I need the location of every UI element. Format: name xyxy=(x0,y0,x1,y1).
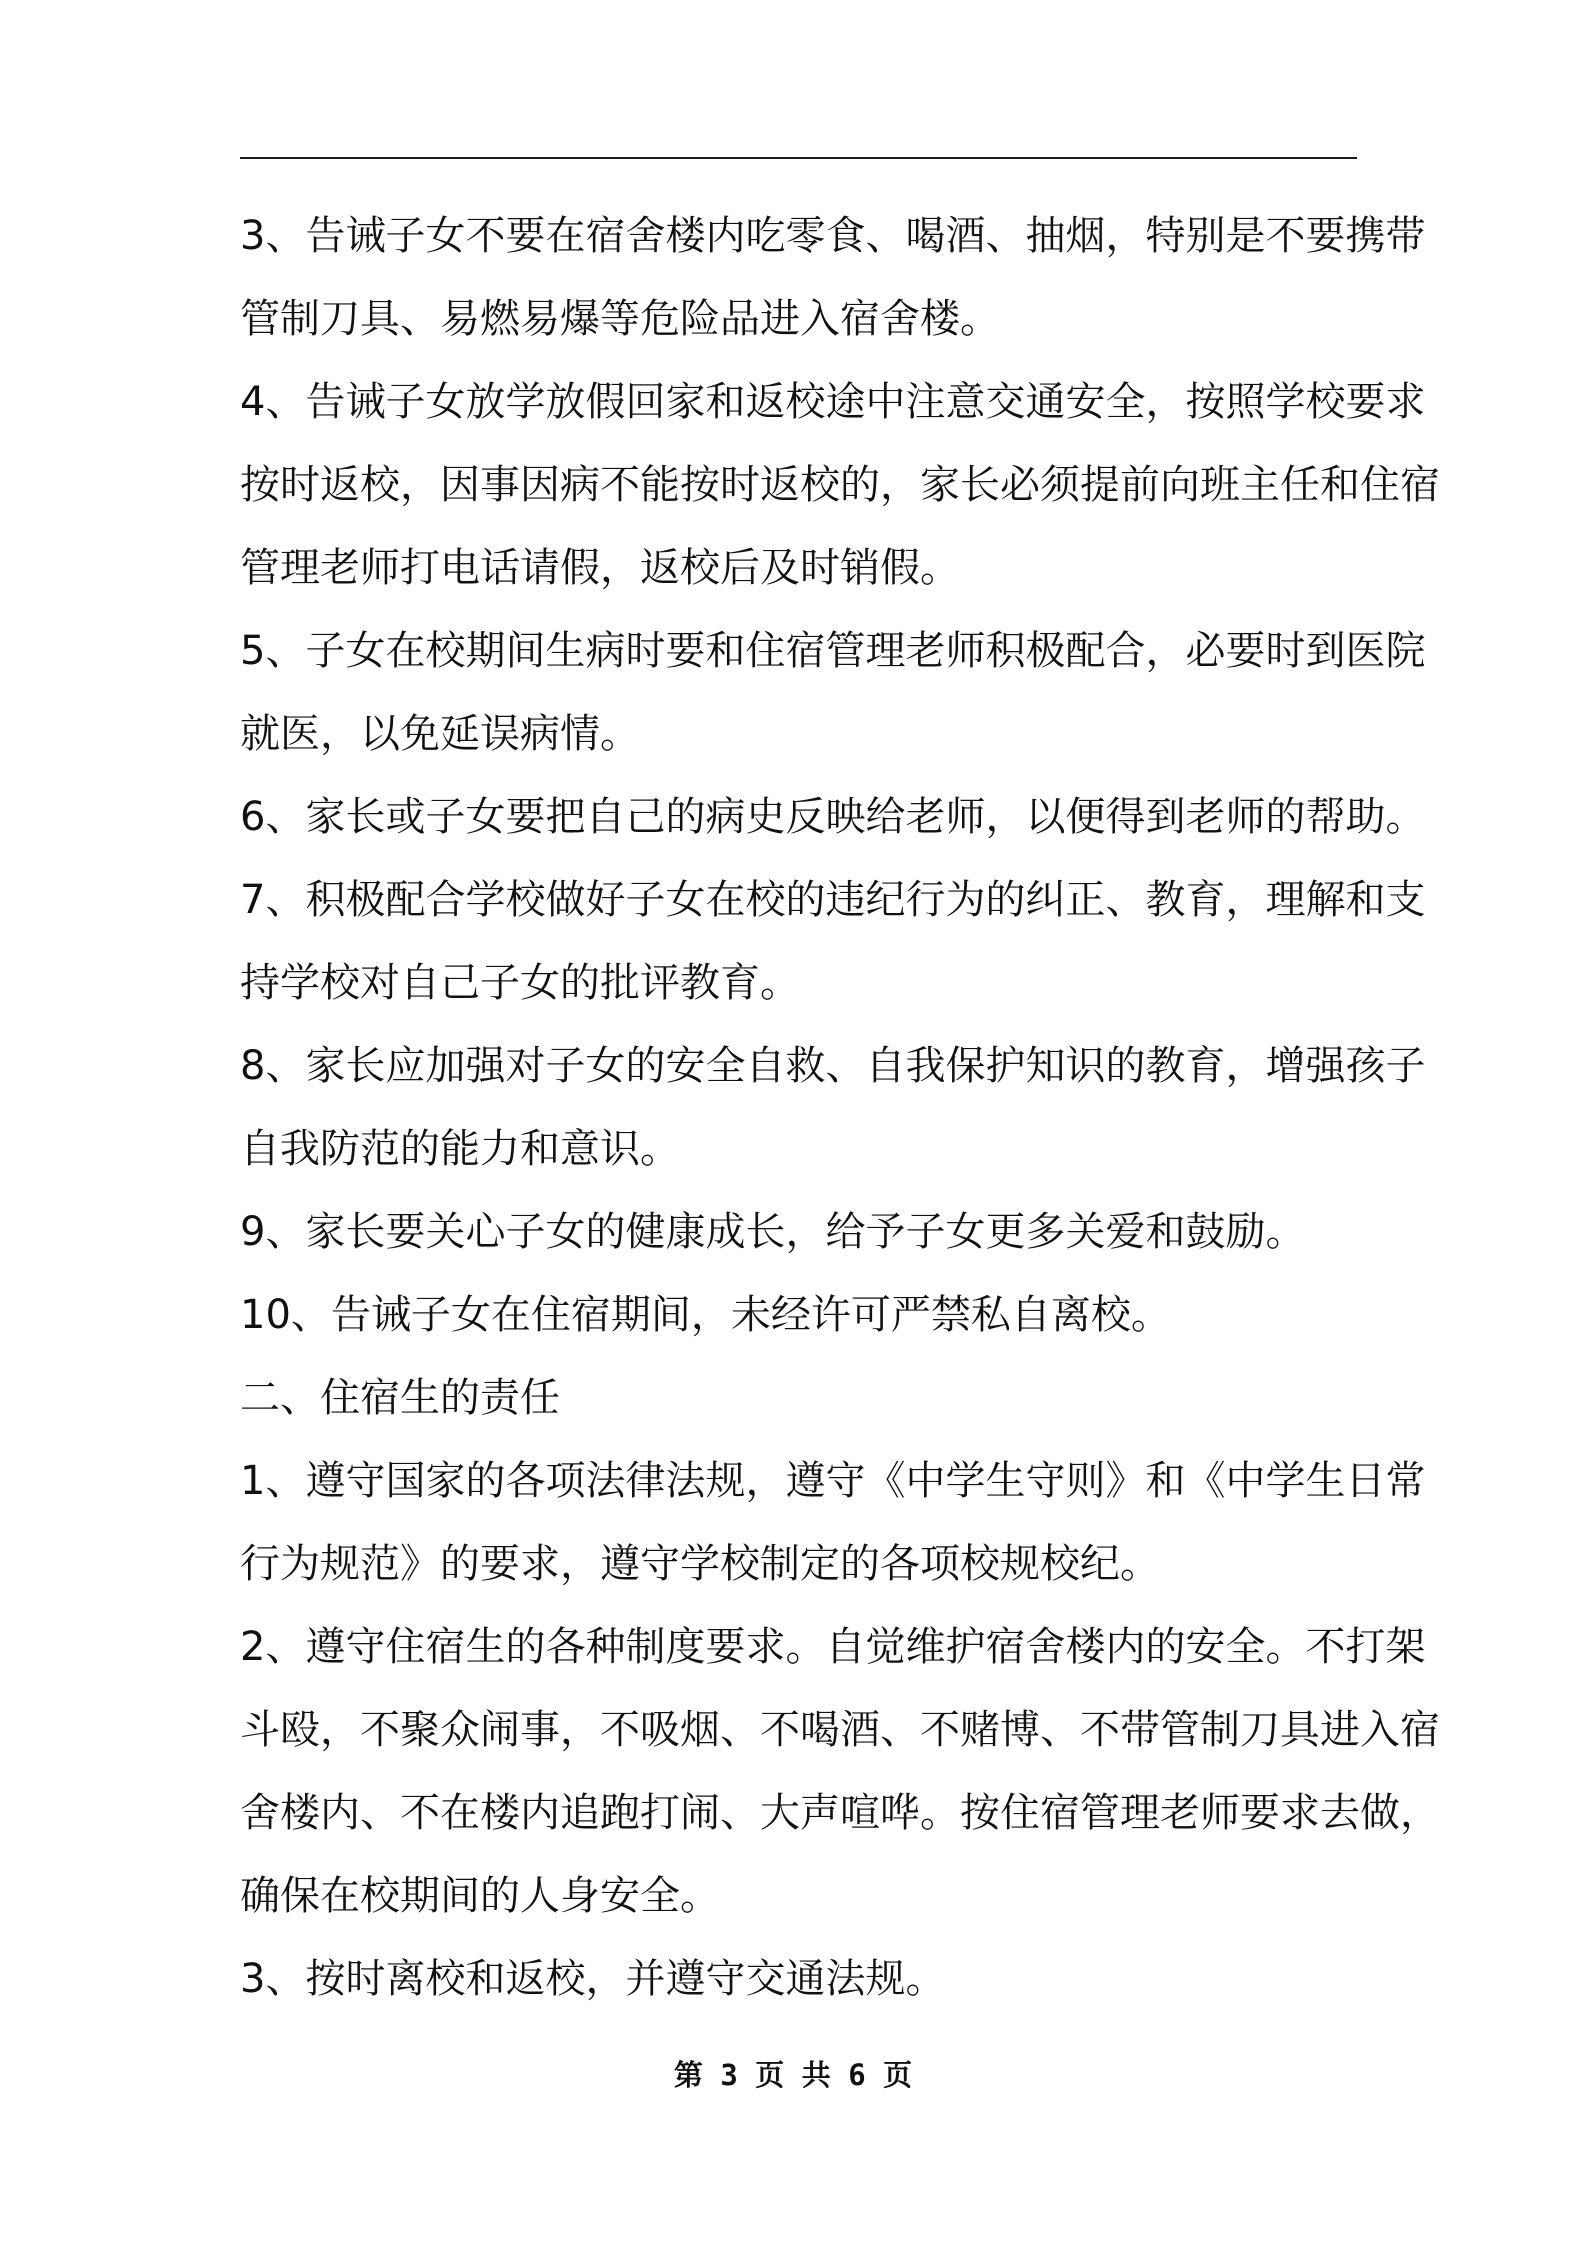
text-line: 7、积极配合学校做好子女在校的违纪行为的纠正、教育，理解和支 xyxy=(240,877,1426,923)
text-line: 2、遵守住宿生的各种制度要求。自觉维护宿舍楼内的安全。不打架 xyxy=(240,1624,1426,1670)
text-line: 4、告诫子女放学放假回家和返校途中注意交通安全，按照学校要求 xyxy=(240,379,1426,425)
text-line: 按时返校，因事因病不能按时返校的，家长必须提前向班主任和住宿 xyxy=(240,462,1440,508)
text-line: 6、家长或子女要把自己的病史反映给老师，以便得到老师的帮助。 xyxy=(240,794,1426,840)
text-line: 管制刀具、易燃易爆等危险品进入宿舍楼。 xyxy=(240,296,1000,342)
text-line: 3、按时离校和返校，并遵守交通法规。 xyxy=(240,1956,946,2002)
page-number: 第 3 页 共 6 页 xyxy=(673,2058,913,2092)
text-line: 管理老师打电话请假，返校后及时销假。 xyxy=(240,545,960,591)
text-line: 9、家长要关心子女的健康成长，给予子女更多关爱和鼓励。 xyxy=(240,1209,1306,1255)
text-line: 1、遵守国家的各项法律法规，遵守《中学生守则》和《中学生日常 xyxy=(240,1458,1426,1504)
text-line: 舍楼内、不在楼内追跑打闹、大声喧哗。按住宿管理老师要求去做， xyxy=(240,1790,1440,1836)
text-line: 10、告诫子女在住宿期间，未经许可严禁私自离校。 xyxy=(240,1292,1171,1338)
document-body xyxy=(240,195,1440,2021)
text-line: 就医，以免延误病情。 xyxy=(240,711,640,757)
header-rule xyxy=(240,157,1357,159)
text-line: 3、告诫子女不要在宿舍楼内吃零食、喝酒、抽烟，特别是不要携带 xyxy=(240,213,1426,259)
section-heading: 二、住宿生的责任 xyxy=(240,1375,560,1421)
text-line: 8、家长应加强对子女的安全自救、自我保护知识的教育，增强孩子 xyxy=(240,1043,1426,1089)
text-line: 5、子女在校期间生病时要和住宿管理老师积极配合，必要时到医院 xyxy=(240,628,1426,674)
text-line: 行为规范》的要求，遵守学校制定的各项校规校纪。 xyxy=(240,1541,1160,1587)
text-line: 确保在校期间的人身安全。 xyxy=(240,1873,720,1919)
text-line: 斗殴，不聚众闹事，不吸烟、不喝酒、不赌博、不带管制刀具进入宿 xyxy=(240,1707,1440,1753)
text-line: 持学校对自己子女的批评教育。 xyxy=(240,960,800,1006)
text-line: 自我防范的能力和意识。 xyxy=(240,1126,680,1172)
